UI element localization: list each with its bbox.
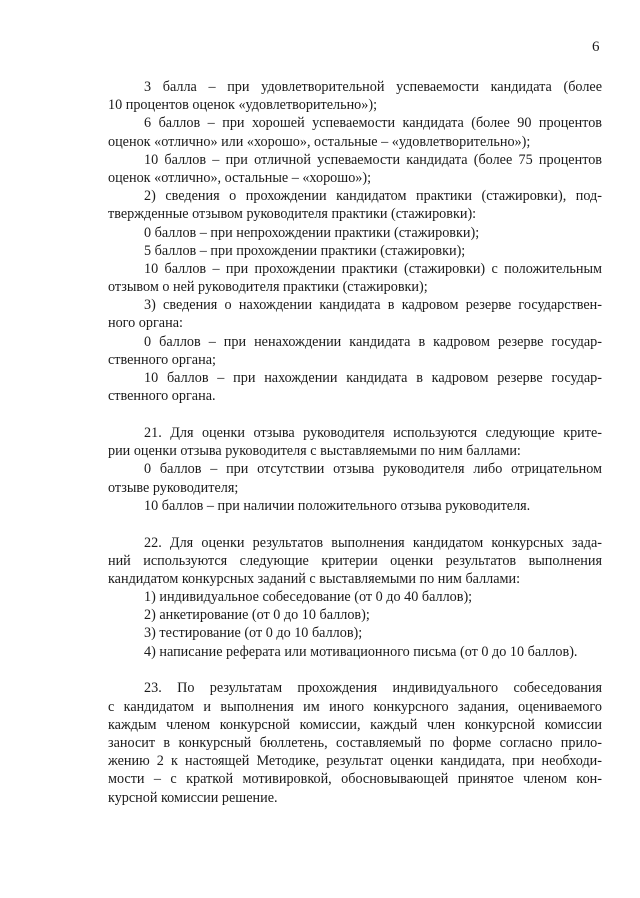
text-line: 10 баллов – при прохождении практики (стажировки) с положительным	[144, 260, 602, 277]
page-number: 6	[592, 39, 600, 55]
text-line: 3) сведения о нахождении кандидата в кадровом резерве государствен-	[144, 297, 602, 314]
text-line: оценок «отлично», остальные – «хорошо»);	[108, 169, 372, 186]
text-line: 2) сведения о прохождении кандидатом практики (стажировки), под-	[144, 188, 602, 205]
text-line: мости – с краткой мотивировкой, обосновывающей принятое членом кон-	[108, 771, 602, 788]
text-line: 3 балла – при удовлетворительной успеваемости кандидата (более	[144, 79, 602, 95]
paragraph-block	[108, 534, 602, 661]
text-line: 0 баллов – при отсутствии отзыва руководителя либо отрицательном	[144, 461, 602, 478]
text-line: 10 баллов – при отличной успеваемости кандидата (более 75 процентов	[144, 151, 602, 168]
text-line: 23. По результатам прохождения индивидуального собеседования	[144, 680, 602, 697]
text-line: 3) тестирование (от 0 до 10 баллов);	[144, 625, 363, 642]
text-line: ственного органа.	[108, 388, 216, 405]
text-line: 4) написание реферата или мотивационного письма (от 0 до 10 баллов).	[144, 643, 578, 660]
text-line: заносит в конкурсный бюллетень, составляемый по форме согласно прило-	[108, 734, 602, 751]
paragraph-block	[108, 78, 602, 405]
text-line: 10 процентов оценок «удовлетворительно»);	[108, 97, 378, 114]
text-line: 10 баллов – при наличии положительного отзыва руководителя.	[144, 497, 531, 514]
text-line: отзывом о ней руководителя практики (стажировки);	[108, 279, 428, 296]
text-line: ного органа:	[108, 315, 183, 332]
document-body	[108, 78, 602, 807]
text-line: твержденные отзывом руководителя практики (стажировки):	[108, 206, 477, 223]
paragraph-block	[108, 679, 602, 806]
paragraph-gap	[108, 405, 602, 424]
text-line: жению 2 к настоящей Методике, результат оценки кандидата, при необходи-	[108, 753, 602, 770]
text-line: 10 баллов – при нахождении кандидата в кадровом резерве государ-	[144, 370, 602, 386]
paragraph-gap	[108, 515, 602, 534]
text-line: с кандидатом и выполнения им иного конкурсного задания, оцениваемого	[108, 698, 602, 715]
text-line: каждым членом конкурсной комиссии, каждый член конкурсной комиссии	[108, 716, 602, 733]
text-line: ственного органа;	[108, 351, 216, 368]
paragraph-gap	[108, 661, 602, 680]
text-line: 5 баллов – при прохождении практики (стажировки);	[144, 242, 466, 259]
text-line: 0 баллов – при непрохождении практики (стажировки);	[144, 224, 480, 241]
text-line: кандидатом конкурсных заданий с выставляемыми по ним баллами:	[108, 570, 521, 587]
text-line: 21. Для оценки отзыва руководителя используются следующие крите-	[144, 424, 602, 441]
text-line: 0 баллов – при ненахождении кандидата в кадровом резерве государ-	[144, 333, 602, 350]
text-line: рии оценки отзыва руководителя с выставляемыми по ним баллами:	[108, 443, 521, 460]
text-line: 2) анкетирование (от 0 до 10 баллов);	[144, 607, 370, 624]
text-line: 1) индивидуальное собеседование (от 0 до 40 баллов);	[144, 589, 473, 606]
text-line: оценок «отлично» или «хорошо», остальные – «удовлетворительно»);	[108, 133, 531, 150]
text-line: 6 баллов – при хорошей успеваемости кандидата (более 90 процентов	[144, 115, 602, 132]
text-line: 22. Для оценки результатов выполнения кандидатом конкурсных зада-	[144, 534, 602, 551]
text-line: курсной комиссии решение.	[108, 789, 278, 806]
text-line: отзыве руководителя;	[108, 479, 239, 496]
text-line: ний используются следующие критерии оценки результатов выполнения	[108, 552, 602, 569]
paragraph-block	[108, 424, 602, 515]
